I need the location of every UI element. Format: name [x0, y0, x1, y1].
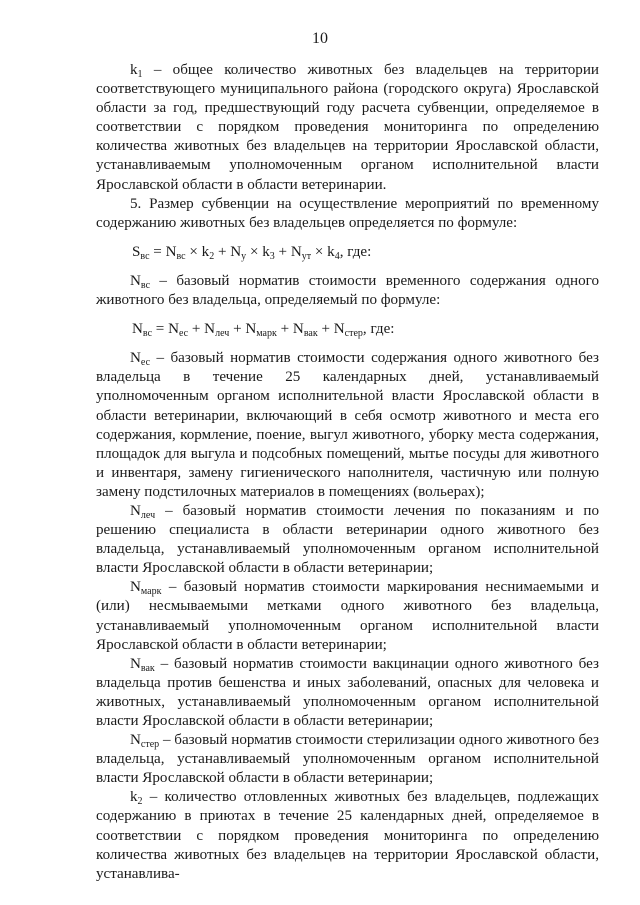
formula-operator: =: [149, 243, 166, 260]
formula-subscript: вс: [176, 250, 186, 262]
formula-subscript: 4: [334, 250, 340, 262]
formula-term: + N: [274, 243, 302, 260]
definition-text: – базовый норматив стоимости маркирования неснимаемыми и (или) несмываемыми метками одного животного без владельца, устанавливаемый уполномоченным органом исполнительной власти Ярославской области в области ветеринарии;: [96, 579, 599, 653]
formula-nvs: [96, 320, 599, 339]
symbol-n: N: [130, 502, 141, 519]
definition-text: – базовый норматив стоимости лечения по показаниям и по решению специалиста в области ветеринарии одного животного без владельца, устанавливаемый уполномоченным органом исполнительной власти Ярославской области в области ветеринарии;: [96, 502, 599, 577]
formula-term: + N: [276, 321, 304, 338]
symbol-n: N: [130, 655, 141, 672]
symbol-k: k: [130, 789, 138, 806]
symbol-n: N: [130, 732, 141, 749]
formula-term: + N: [214, 243, 242, 260]
formula-tail: , где:: [339, 243, 372, 260]
definition-nvs: [96, 272, 599, 310]
formula-term: + N: [188, 321, 216, 338]
formula-subscript: 3: [269, 250, 275, 262]
formula-subscript: вак: [303, 328, 318, 340]
symbol-subscript: вак: [140, 662, 155, 674]
formula-subscript: марк: [256, 328, 277, 340]
formula-term: × k: [246, 243, 270, 260]
formula-subscript: стер: [344, 328, 363, 340]
symbol-subscript: ес: [140, 357, 151, 369]
spacer: [96, 262, 599, 272]
definition-text: – базовый норматив стоимости вакцинации одного животного без владельца против бешенства и иных заболеваний, опасных для человека и животных, устанавливаемый уполномоченным органом исполнительной власти Ярославской области в области ветеринарии;: [96, 655, 599, 729]
symbol-n: N: [130, 272, 141, 289]
formula-tail: , где:: [362, 321, 395, 338]
definition-k2: [96, 788, 599, 883]
symbol-subscript: леч: [140, 509, 156, 521]
formula-term: + N: [229, 321, 257, 338]
definition-text: – общее количество животных без владельцев на территории соответствующего муниципального района (городского округа) Ярославской области за год, предшествующий году расчета субвенции, определяемое в соответствии с порядком проведения мониторинга по определению количества животных без владельцев на территории Ярославской области, устанавливаемым уполномоченным органом исполнительной власти Ярославской области в области ветеринарии.: [96, 62, 599, 193]
spacer: [96, 233, 599, 243]
symbol-k: k: [130, 62, 138, 78]
page-number: 10: [312, 30, 328, 47]
formula-term: S: [132, 243, 141, 260]
formula-svs: [96, 243, 599, 262]
definition-k1: [96, 61, 599, 195]
formula-subscript: у: [241, 250, 247, 262]
symbol-subscript: 2: [137, 796, 143, 808]
definition-nmark: [96, 578, 599, 654]
formula-subscript: 2: [209, 250, 215, 262]
symbol-subscript: стер: [140, 739, 160, 751]
definition-nvak: [96, 655, 599, 731]
definition-text: – количество отловленных животных без владельцев, подлежащих содержанию в приютах в течение 25 календарных дней, определяемое в соответствии с порядком проведения мониторинга по определению количества животных без владельцев на территории Ярославской области, устанавлива-: [96, 789, 599, 882]
definition-nster: [96, 731, 599, 788]
definition-text: – базовый норматив стоимости содержания одного животного без владельца в течение 25 календарных дней, устанавливаемый уполномоченным органом исполнительной власти Ярославской области в области ветеринарии, включающий в себя осмотр животного и места его содержания, кормление, поение, выгул животного, уборку места содержания, площадок для выгула и подсобных помещений, мытье посуды для животного и инвентаря, замену гигиенического наполнителя, частичную или полную замену подстилочных материалов в помещениях (вольерах);: [96, 350, 599, 500]
symbol-n: N: [130, 579, 141, 596]
definition-nlech: [96, 502, 599, 578]
definition-text: – базовый норматив стоимости стерилизации одного животного без владельца, устанавливаемый уполномоченным органом исполнительной власти Ярославской области в области ветеринарии;: [96, 732, 599, 787]
formula-term: N: [132, 321, 143, 338]
definition-text: – базовый норматив стоимости временного содержания одного животного без владельца, определяемый по формуле:: [96, 272, 599, 309]
paragraph-5: 5. Размер субвенции на осуществление мероприятий по временному содержанию животных без владельцев определяется по формуле:: [96, 195, 599, 231]
formula-term: × k: [311, 243, 335, 260]
definition-nes: [96, 349, 599, 502]
formula-subscript: вс: [140, 250, 150, 262]
formula-subscript: ут: [301, 250, 312, 262]
formula-subscript: вс: [142, 328, 153, 340]
formula-term: N: [165, 243, 177, 260]
formula-term: = N: [152, 321, 179, 338]
symbol-n: N: [130, 350, 141, 367]
symbol-subscript: марк: [140, 586, 162, 598]
formula-term: × k: [185, 243, 210, 260]
formula-subscript: леч: [215, 328, 230, 340]
symbol-subscript: 1: [137, 69, 143, 80]
formula-subscript: ес: [178, 328, 189, 340]
formula-term: + N: [317, 321, 345, 338]
spacer: [96, 339, 599, 349]
symbol-subscript: вс: [140, 279, 151, 291]
spacer: [96, 310, 599, 320]
document-body: [96, 61, 599, 884]
